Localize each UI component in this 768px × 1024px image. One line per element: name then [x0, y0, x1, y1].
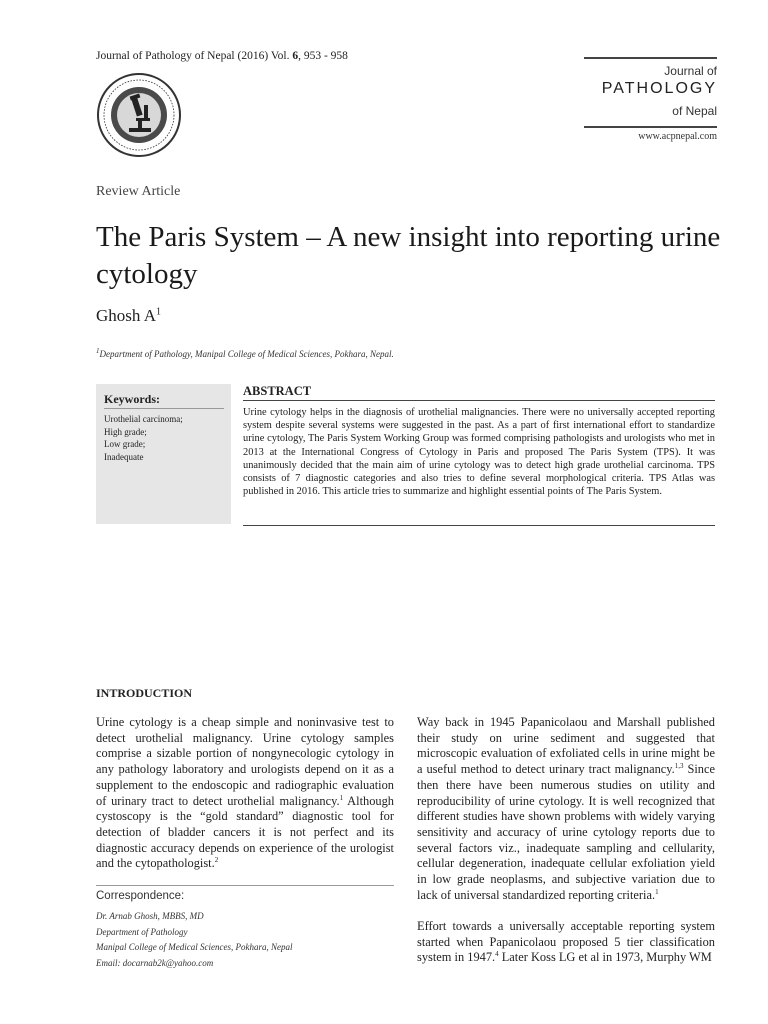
keyword-item: Inadequate: [104, 451, 144, 462]
journal-url-link[interactable]: www.acpnepal.com: [638, 131, 717, 142]
intro-column-left: Urine cytology is a cheap simple and noninvasive test to detect urothelial malignancy. Urine cytology samples comprise a sizable portion of nongynecologic cytology in any pathology laboratory and urologists depend on it as a supplement to the endoscopic and radiographic evaluation of urinary tract to detect urothelial malignancy.$^1$ Although cystoscopy is the “gold standard” diagnostic tool for detection of bladder cancers it is not perfect and its diagnostic accuracy depends on experience of the urologist and the cytopathologist.$^2$: [96, 715, 394, 871]
author: Ghosh $A^1$: [96, 306, 161, 325]
correspondence-institution: Manipal College of Medical Sciences, Pokhara, Nepal: [96, 942, 293, 953]
brand-journal-of: Journal of: [664, 64, 717, 78]
intro-column-right-p1: Way back in 1945 Papanicolaou and Marshall published their study on urine sediment and suggested that microscopic evaluation of exfoliated cells in urine might be a useful method to detect urinary tract malignancy.$^{1,3}$ Since then there have been numerous studies on utility and reproducibility of urine cytology. It is well recognized that different studies have shown problems with widely varying sensitivity and accuracy of urine cytology reports due to several factors viz., inadequate sampling and cellularity, cellular degeneration, inadequate cellular exfoliation yield in low grade neoplasms, and subjective variation due to lack of universal standardized reporting criteria.$^1$: [417, 715, 715, 902]
keyword-item: High grade;: [104, 426, 147, 437]
abstract-rule-top: [243, 400, 715, 401]
abstract-body: Urine cytology helps in the diagnosis of urothelial malignancies. There were no universally accepted reporting system despite several systems were suggested in the past. As a part of first international effort to standardize urine cytology, The Paris System Working Group was formed comprising pathologists and urologists who met in 2013 at the International Congress of Cytology in Paris and proposed The Paris System (TPS). It was unanimously decided that the main aim of urine cytology was to detect high grade urothelial carcinoma. TPS consists of 7 diagnostic categories and also tries to define several morphological criteria. TPS Atlas was published in 2016. This article tries to summarize and highlight essential points of The Paris System.: [243, 407, 715, 498]
correspondence-rule: [96, 885, 394, 886]
keywords-rule: [104, 408, 224, 409]
keywords-title: Keywords:: [104, 392, 160, 406]
brand-of-nepal: of Nepal: [672, 104, 717, 118]
keywords-list: [104, 413, 183, 463]
introduction-heading: INTRODUCTION: [96, 686, 193, 700]
brand-rule-bottom: [584, 126, 717, 128]
affiliation: $^1$Department of Pathology, Manipal College of Medical Sciences, Pokhara, Nepal.: [96, 347, 394, 359]
intro-column-right-p2: Effort towards a universally acceptable reporting system started when Papanicolaou proposed 5 tier classification system in 1947.$^4$ Later Koss LG et al in 1973, Murphy WM: [417, 919, 715, 965]
article-type: Review Article: [96, 184, 181, 199]
journal-seal-microscope-icon: [96, 72, 182, 158]
abstract-title: ABSTRACT: [243, 384, 312, 398]
journal-citation: Journal of Pathology of Nepal (2016) Vol. 6, 953 - 958: [96, 50, 348, 62]
correspondence-details: [96, 909, 292, 972]
brand-rule-top: [584, 57, 717, 59]
article-title: The Paris System – A new insight into reporting urine cytology: [96, 221, 721, 290]
correspondence-email[interactable]: Email: docarnab2k@yahoo.com: [96, 958, 214, 969]
correspondence-name: Dr. Arnab Ghosh, MBBS, MD: [96, 911, 204, 921]
abstract-rule-bottom: [243, 525, 715, 526]
keyword-item: Urothelial carcinoma;: [104, 414, 183, 424]
keyword-item: Low grade;: [104, 439, 146, 449]
brand-pathology: PATHOLOGY: [601, 80, 717, 97]
correspondence-heading: Correspondence:: [96, 890, 185, 902]
correspondence-department: Department of Pathology: [96, 926, 188, 937]
